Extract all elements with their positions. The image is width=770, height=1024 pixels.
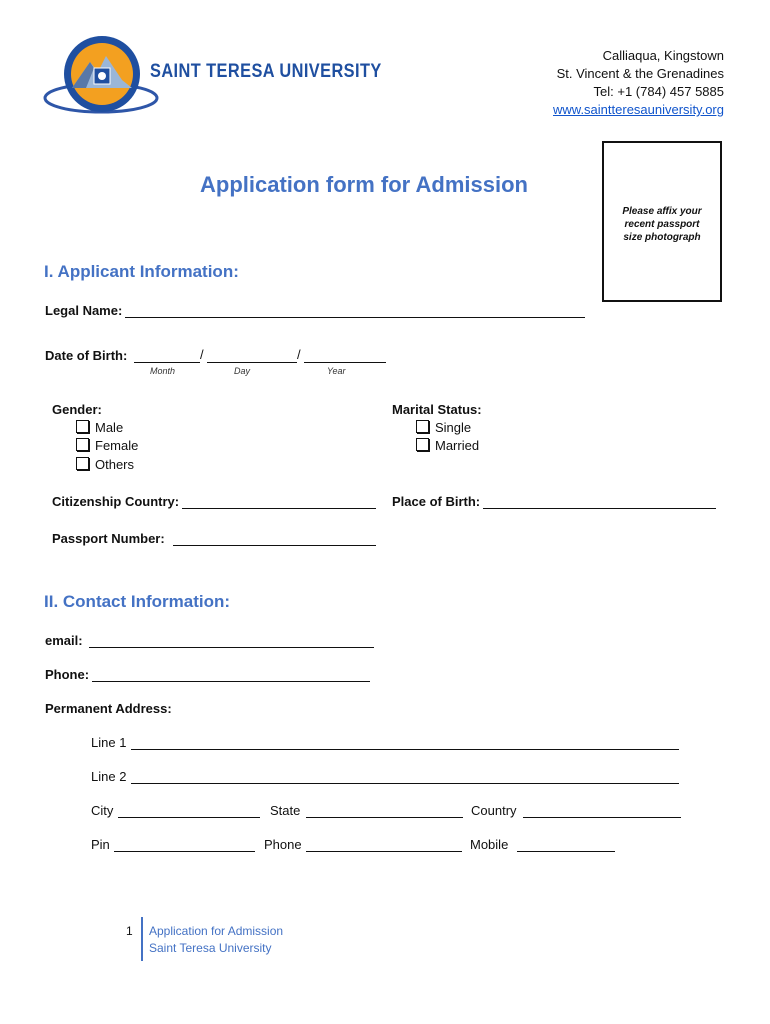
passport-label: Passport Number:	[52, 531, 165, 546]
address-block	[553, 47, 724, 119]
footer-line-2: Saint Teresa University	[149, 941, 272, 955]
dob-month-field[interactable]	[134, 348, 200, 363]
email-label: email:	[45, 633, 83, 648]
dob-day-field[interactable]	[207, 348, 297, 363]
telephone: Tel: +1 (784) 457 5885	[593, 84, 724, 99]
dob-day-hint: Day	[234, 366, 251, 376]
section-applicant-heading: I. Applicant Information:	[44, 262, 239, 281]
address-line-1: Calliaqua, Kingstown	[602, 48, 724, 63]
address-line2-label: Line 2	[91, 769, 127, 784]
dob-separator: /	[200, 347, 204, 362]
country-field[interactable]	[523, 803, 681, 818]
place-of-birth-label: Place of Birth:	[392, 494, 481, 509]
gender-option-male[interactable]: Male	[76, 420, 123, 435]
legal-name-label: Legal Name:	[45, 303, 123, 318]
section-contact-heading: II. Contact Information:	[44, 592, 231, 611]
checkbox-icon[interactable]	[416, 420, 429, 433]
dob-label: Date of Birth:	[45, 348, 128, 363]
dob-month-hint: Month	[150, 366, 176, 376]
website-link[interactable]: www.saintteresauniversity.org	[553, 102, 724, 117]
dob-separator: /	[297, 347, 301, 362]
dob-year-hint: Year	[327, 366, 346, 376]
phone2-field[interactable]	[306, 837, 462, 852]
gender-option-others[interactable]: Others	[76, 457, 134, 472]
page-number: 1	[126, 924, 133, 938]
address-line-2: St. Vincent & the Grenadines	[556, 66, 724, 81]
passport-field[interactable]	[173, 531, 376, 546]
gender-label: Gender:	[52, 402, 102, 417]
dob-year-field[interactable]	[304, 348, 386, 363]
address-line2-field[interactable]	[131, 769, 679, 784]
checkbox-icon[interactable]	[76, 438, 89, 451]
footer-divider	[141, 917, 143, 961]
logo-seal-icon	[42, 28, 160, 120]
permanent-address-label: Permanent Address:	[45, 701, 172, 716]
pin-label: Pin	[91, 837, 110, 852]
mobile-label: Mobile	[470, 837, 509, 852]
email-field[interactable]	[89, 633, 374, 648]
marital-status-label: Marital Status:	[392, 402, 482, 417]
phone-field[interactable]	[92, 667, 370, 682]
photo-box	[602, 141, 722, 302]
pin-field[interactable]	[114, 837, 255, 852]
marital-option-single[interactable]: Single	[416, 420, 471, 435]
legal-name-field[interactable]	[125, 303, 585, 318]
citizenship-field[interactable]	[182, 494, 376, 509]
checkbox-icon[interactable]	[76, 457, 89, 470]
city-label: City	[91, 803, 114, 818]
phone2-label: Phone	[264, 837, 302, 852]
city-field[interactable]	[118, 803, 260, 818]
checkbox-icon[interactable]	[416, 438, 429, 451]
address-line1-field[interactable]	[131, 735, 679, 750]
university-name: SAINT TERESA UNIVERSITY	[150, 61, 382, 82]
footer-line-1: Application for Admission	[149, 924, 284, 938]
checkbox-icon[interactable]	[76, 420, 89, 433]
university-logo	[42, 28, 160, 120]
country-label: Country	[471, 803, 517, 818]
photo-box-text: Please affix your recent passport size photograph	[622, 206, 702, 243]
phone-label: Phone:	[45, 667, 90, 682]
gender-option-female[interactable]: Female	[76, 438, 138, 453]
citizenship-label: Citizenship Country:	[52, 494, 180, 509]
place-of-birth-field[interactable]	[483, 494, 716, 509]
state-label: State	[270, 803, 301, 818]
page-title: Application form for Admission	[200, 172, 528, 197]
marital-option-married[interactable]: Married	[416, 438, 479, 453]
mobile-field[interactable]	[517, 837, 615, 852]
footer-text	[149, 923, 283, 957]
address-line1-label: Line 1	[91, 735, 127, 750]
state-field[interactable]	[306, 803, 463, 818]
